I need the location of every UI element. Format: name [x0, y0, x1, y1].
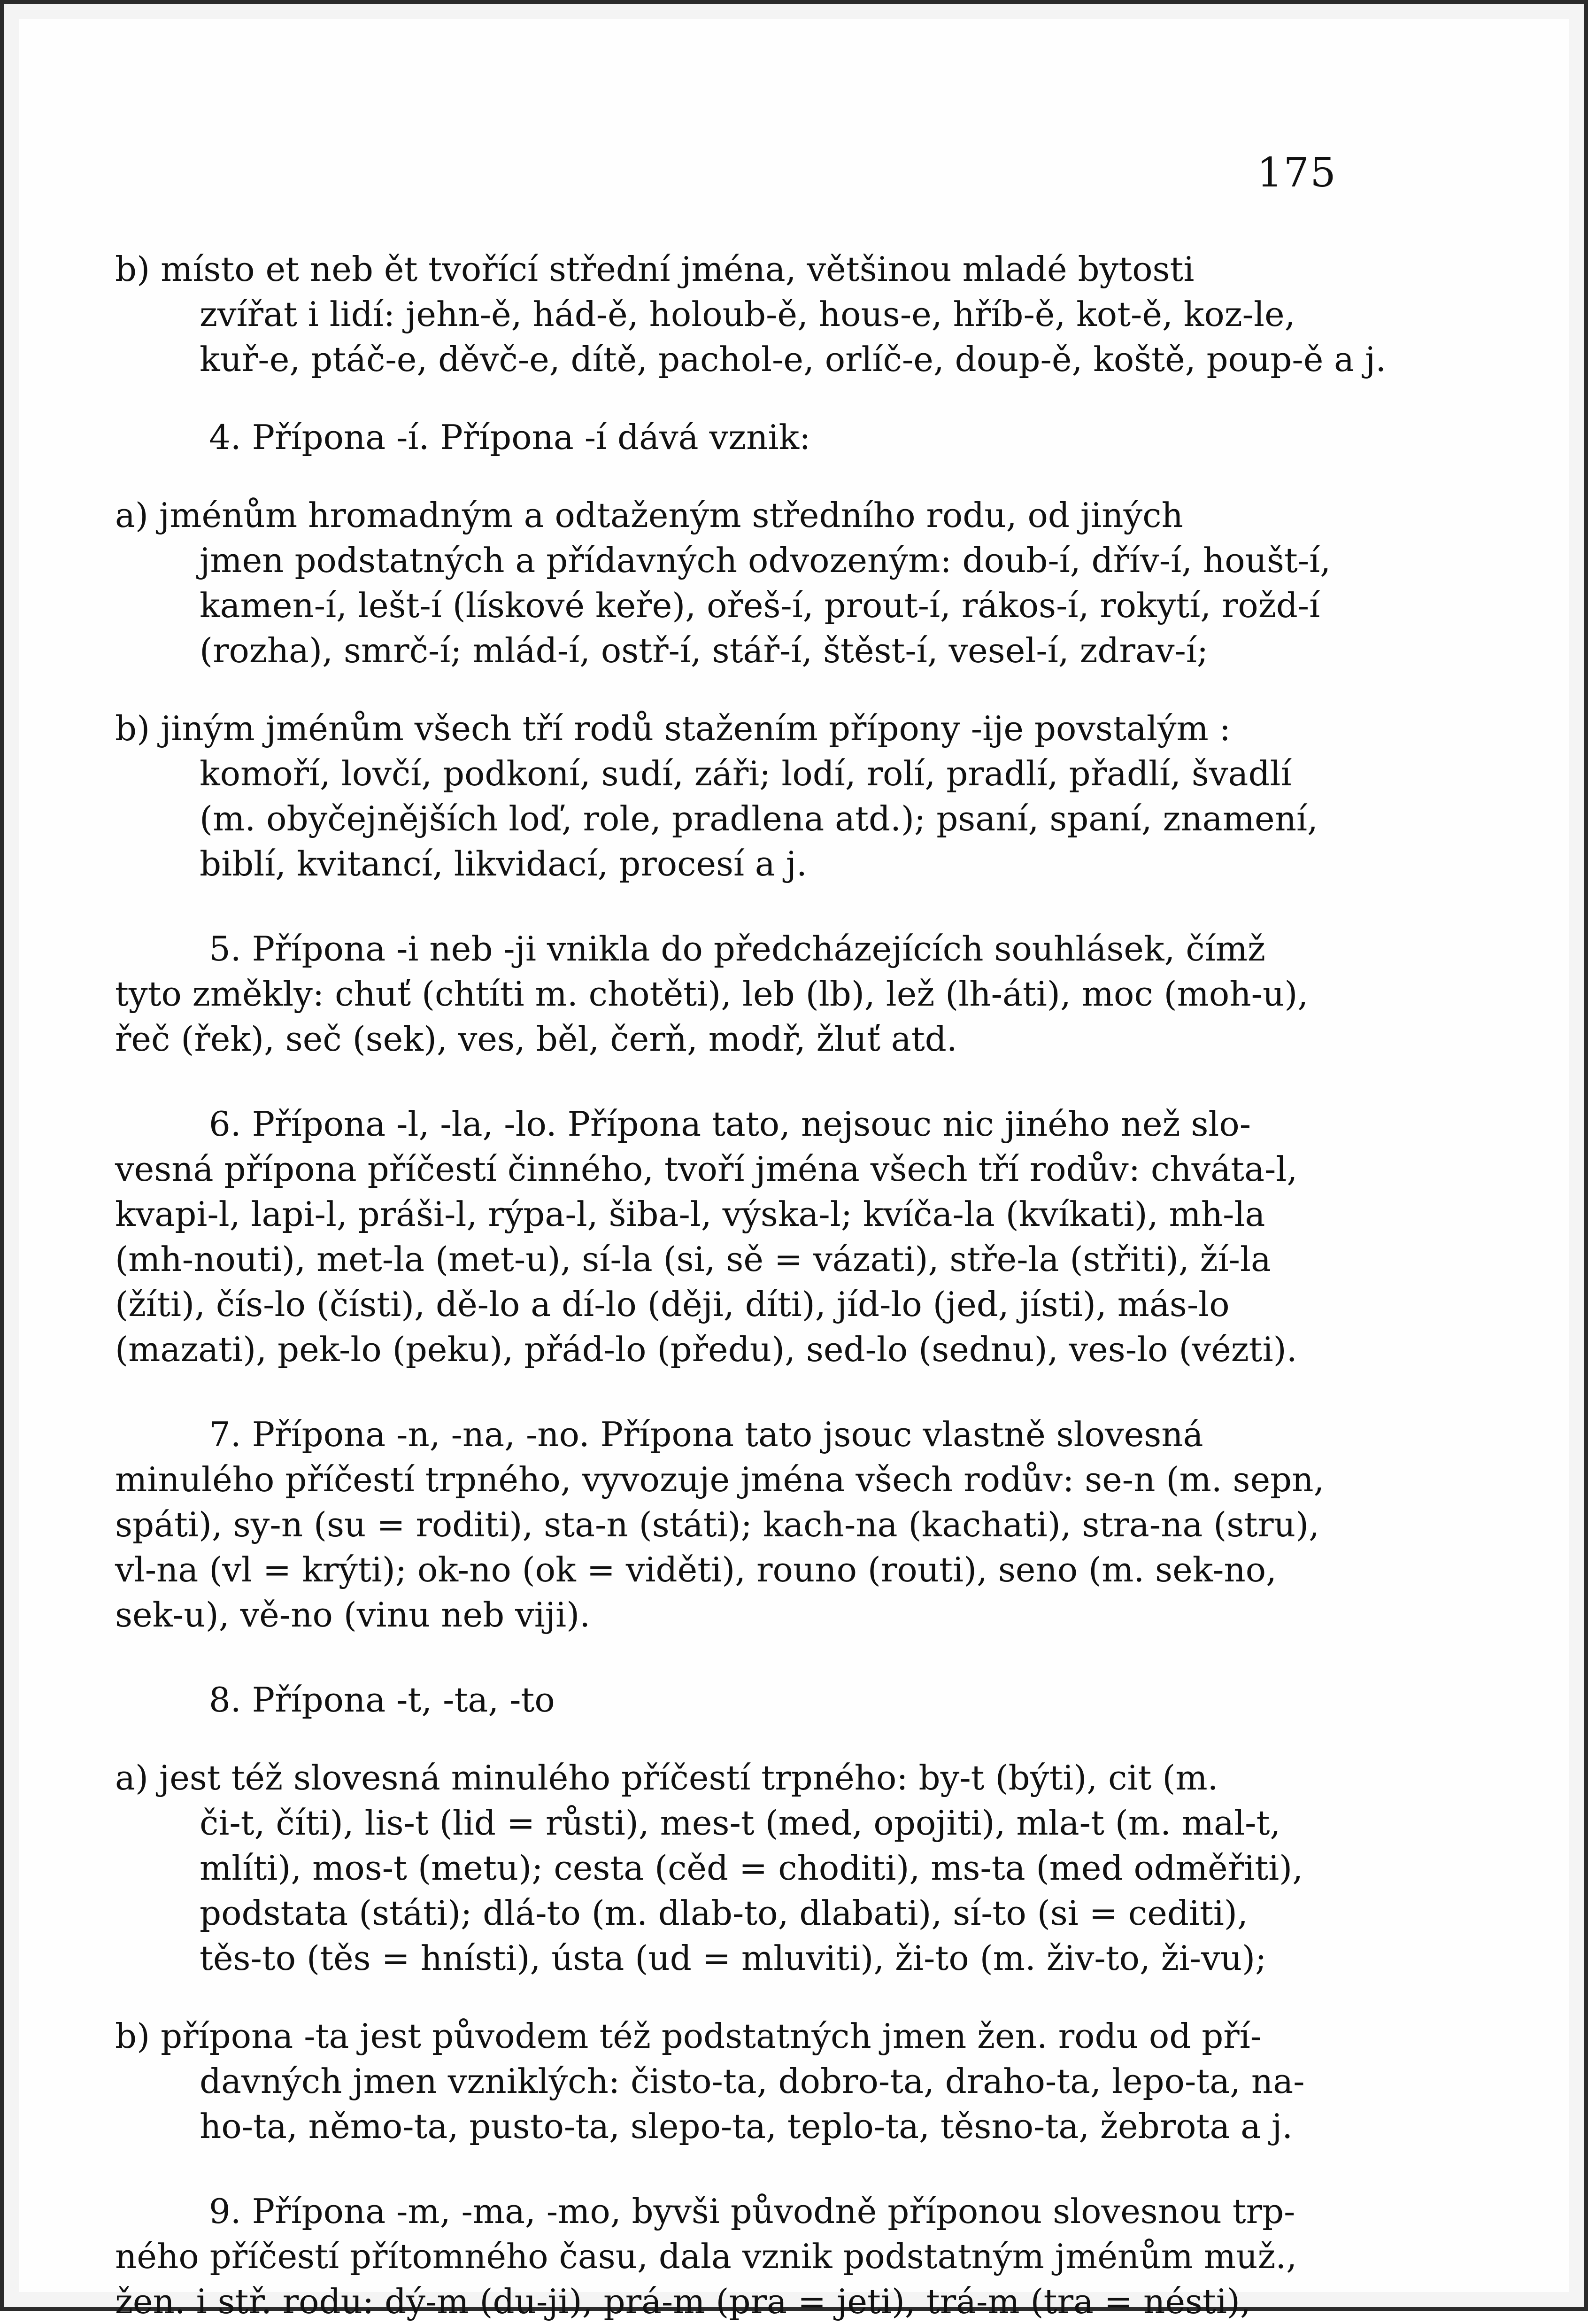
- text-line: 5. Přípona -i neb -ji vnikla do předcházejících souhlásek, čímž: [209, 929, 1265, 968]
- text-line: či-t, číti), lis-t (lid = růsti), mes-t (med, opojiti), mla-t (m. mal-t,: [200, 1803, 1281, 1843]
- text-line: sek-u), vě-no (vinu neb viji).: [115, 1595, 591, 1635]
- text-line: (rozha), smrč-í; mlád-í, ostř-í, stář-í, štěst-í, vesel-í, zdrav-í;: [200, 631, 1209, 670]
- text-line: 9. Přípona -m, -ma, -mo, byvši původně příponou slovesnou trp-: [209, 2192, 1295, 2231]
- item-b-suffix-et: [115, 247, 1387, 382]
- text-line: komoří, lovčí, podkoní, sudí, záři; lodí, rolí, pradlí, přadlí, švadlí: [200, 754, 1292, 793]
- text-line: (mh-nouti), met-la (met-u), sí-la (si, sě = vázati), stře-la (střiti), ží-la: [115, 1239, 1271, 1279]
- text-line: vl-na (vl = krýti); ok-no (ok = viděti), rouno (routi), seno (m. sek-no,: [115, 1550, 1277, 1589]
- text-line: kvapi-l, lapi-l, práši-l, rýpa-l, šiba-l, výska-l; kvíča-la (kvíkati), mh-la: [115, 1194, 1265, 1234]
- text-line: minulého příčestí trpného, vyvozuje jména všech rodův: se-n (m. sepn,: [115, 1460, 1325, 1499]
- text-line: zvířat i lidí: jehn-ě, hád-ě, holoub-ě, hous-e, hříb-ě, kot-ě, koz-le,: [200, 294, 1295, 334]
- item-b-suffix-ta: [115, 2014, 1345, 2149]
- text-line: ného příčestí přítomného času, dala vznik podstatným jménům muž.,: [115, 2237, 1297, 2276]
- item-a-collective-nouns: [115, 493, 1345, 673]
- text-line: 6. Přípona -l, -la, -lo. Přípona tato, nejsouc nic jiného než slo-: [209, 1104, 1251, 1144]
- text-line: b) přípona -ta jest původem též podstatných jmen žen. rodu od pří-: [115, 2016, 1262, 2056]
- text-line: (mazati), pek-lo (peku), přád-lo (předu), sed-lo (sednu), ves-lo (vézti).: [115, 1330, 1297, 1369]
- text-line: kamen-í, lešt-í (lískové keře), ořeš-í, prout-í, rákos-í, rokytí, rožd-í: [200, 586, 1320, 625]
- text-line: žen. i stř. rodu: dý-m (du-ji), prá-m (pra = jeti), trá-m (tra = nésti),: [115, 2282, 1251, 2321]
- text-line: vesná přípona příčestí činného, tvoří jména všech tří rodův: chváta-l,: [115, 1149, 1298, 1189]
- text-line: kuř-e, ptáč-e, děvč-e, dítě, pachol-e, orlíč-e, doup-ě, koště, poup-ě a j.: [200, 340, 1387, 379]
- text-line: (m. obyčejnějších loď, role, pradlena atd.); psaní, spaní, znamení,: [200, 799, 1318, 838]
- text-line: 4. Přípona -í. Přípona -í dává vznik:: [209, 418, 811, 457]
- paragraph-8-heading: [115, 1677, 1345, 1722]
- text-line: řeč (řek), seč (sek), ves, běl, čerň, modř, žluť atd.: [115, 1019, 957, 1059]
- page-number: 175: [1257, 149, 1337, 196]
- text-line: 8. Přípona -t, -ta, -to: [209, 1680, 555, 1720]
- paragraph-6: [115, 1101, 1345, 1372]
- body-text: [115, 247, 1387, 2324]
- text-line: a) jménům hromadným a odtaženým středního rodu, od jiných: [115, 496, 1183, 535]
- text-line: ho-ta, němo-ta, pusto-ta, slepo-ta, teplo-ta, těsno-ta, žebrota a j.: [200, 2107, 1293, 2146]
- text-line: a) jest též slovesná minulého příčestí trpného: by-t (býti), cit (m.: [115, 1758, 1218, 1797]
- text-line: davných jmen vzniklých: čisto-ta, dobro-ta, draho-ta, lepo-ta, na-: [200, 2061, 1305, 2101]
- text-line: jmen podstatných a přídavných odvozeným: doub-í, dřív-í, houšt-í,: [200, 541, 1331, 580]
- text-line: mlíti), mos-t (metu); cesta (cěd = choditi), ms-ta (med odměřiti),: [200, 1848, 1303, 1888]
- item-a-past-participle: [115, 1755, 1345, 1981]
- text-line: b) místo et neb ět tvořící střední jména, většinou mladé bytosti: [115, 249, 1195, 289]
- text-line: (žíti), čís-lo (čísti), dě-lo a dí-lo (ději, díti), jíd-lo (jed, jísti), más-lo: [115, 1285, 1230, 1324]
- text-line: biblí, kvitancí, likvidací, procesí a j.: [200, 844, 807, 883]
- paragraph-9: [115, 2189, 1345, 2324]
- paragraph-4-heading: [115, 415, 1345, 460]
- item-b-contracted-nouns: [115, 706, 1345, 886]
- paragraph-5: [115, 926, 1345, 1061]
- text-line: 7. Přípona -n, -na, -no. Přípona tato jsouc vlastně slovesná: [209, 1415, 1203, 1454]
- text-line: b) jiným jménům všech tří rodů stažením přípony -ije povstalým :: [115, 709, 1231, 748]
- paragraph-7: [115, 1412, 1345, 1637]
- text-line: těs-to (těs = hnísti), ústa (ud = mluviti), ži-to (m. živ-to, ži-vu);: [200, 1938, 1267, 1978]
- text-line: podstata (státi); dlá-to (m. dlab-to, dlabati), sí-to (si = ceditі),: [200, 1893, 1248, 1933]
- text-line: tyto změkly: chuť (chtíti m. chotěti), leb (lb), lež (lh-áti), moc (moh-u),: [115, 974, 1309, 1014]
- text-line: spáti), sy-n (su = roditi), sta-n (státi); kach-na (kachati), stra-na (stru),: [115, 1505, 1320, 1544]
